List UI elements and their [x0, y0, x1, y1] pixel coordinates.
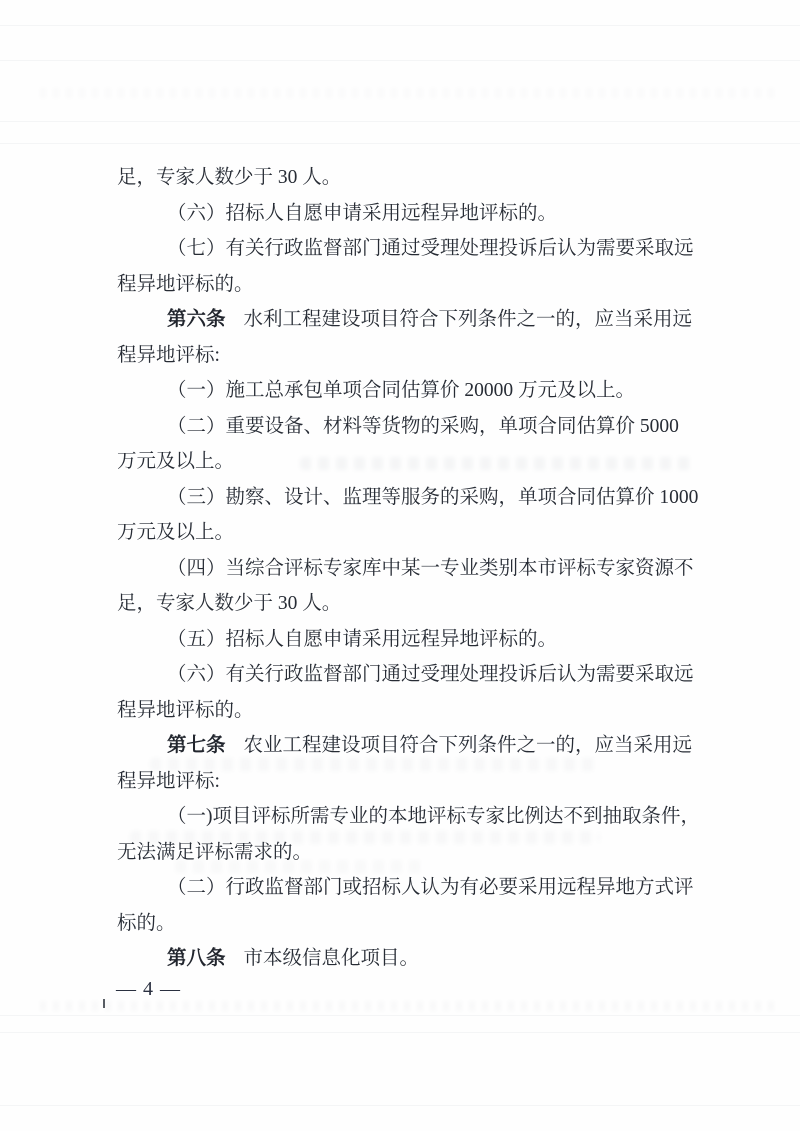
text-line [117, 515, 695, 551]
text-line [117, 160, 695, 196]
scan-artifact [0, 1032, 800, 1033]
line-text: 市本级信息化项目。 [243, 948, 419, 969]
line-text: （三）勘察、设计、监理等服务的采购，单项合同估算价 1000 [167, 486, 699, 508]
text-line [117, 338, 695, 374]
line-text: （五）招标人自愿申请采用远程异地评标的。 [167, 628, 558, 650]
line-text: （一）施工总承包单项合同估算价 20000 万元及以上。 [167, 380, 636, 401]
scan-artifact [0, 143, 800, 144]
line-text: （七）有关行政监督部门通过受理处理投诉后认为需要采取远 [167, 238, 694, 259]
scan-artifact [0, 1015, 800, 1016]
line-text: 标的。 [117, 912, 176, 934]
line-text: 万元及以上。 [117, 451, 235, 472]
text-line [117, 231, 695, 267]
text-block [117, 160, 700, 977]
line-text: 无法满足评标需求的。 [117, 841, 313, 863]
text-line [117, 870, 695, 906]
line-text: 万元及以上。 [117, 522, 235, 543]
line-text: 程异地评标的。 [117, 273, 254, 295]
line-text: （二）行政监督部门或招标人认为有必要采用远程异地方式评 [167, 877, 694, 898]
line-text: 足，专家人数少于 30 人。 [117, 167, 342, 188]
article-number: 第六条 [167, 309, 226, 330]
scan-artifact [40, 88, 780, 98]
text-line [117, 373, 695, 409]
scan-artifact [0, 25, 800, 26]
line-text: （一)项目评标所需专业的本地评标专家比例达不到抽取条件， [167, 806, 700, 827]
line-text: 水利工程建设项目符合下列条件之一的，应当采用远 [243, 309, 692, 330]
text-line [117, 267, 695, 303]
line-text: （六）招标人自愿申请采用远程异地评标的。 [167, 202, 558, 224]
line-text: 足，专家人数少于 30 人。 [117, 593, 342, 614]
line-text: （二）重要设备、材料等货物的采购，单项合同估算价 5000 [167, 415, 679, 437]
text-line [117, 906, 695, 942]
line-text: （六）有关行政监督部门通过受理处理投诉后认为需要采取远 [167, 664, 694, 685]
article-number: 第七条 [167, 735, 226, 756]
text-line [117, 799, 700, 835]
scan-artifact [0, 121, 800, 122]
line-text: 程异地评标的。 [117, 699, 254, 721]
text-line [117, 480, 699, 516]
page-number: — 4 — [116, 978, 181, 1000]
line-text: 程异地评标: [117, 344, 220, 366]
text-line [117, 409, 695, 445]
text-line [117, 764, 695, 800]
scan-artifact [0, 60, 800, 61]
text-line [117, 444, 695, 480]
text-line [117, 551, 695, 587]
line-text: 农业工程建设项目符合下列条件之一的，应当采用远 [243, 735, 692, 756]
scan-artifact [0, 1105, 800, 1106]
text-line [117, 586, 695, 622]
text-line [117, 622, 695, 658]
article-number: 第八条 [167, 948, 226, 969]
text-line [117, 835, 695, 871]
text-line [117, 728, 695, 764]
text-line [117, 693, 695, 729]
text-line [117, 941, 695, 977]
scan-artifact [40, 1001, 780, 1011]
text-line [117, 657, 695, 693]
line-text: （四）当综合评标专家库中某一专业类别本市评标专家资源不 [167, 557, 694, 579]
scan-artifact [103, 999, 105, 1008]
text-line [117, 302, 695, 338]
line-text: 程异地评标: [117, 770, 220, 792]
text-line [117, 196, 695, 232]
